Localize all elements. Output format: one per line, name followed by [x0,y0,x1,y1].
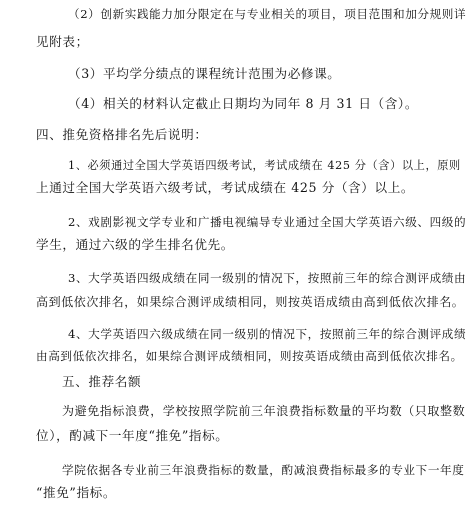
paragraph-line-3: （3）平均学分绩点的课程统计范围为必修课。 [68,66,341,81]
paragraph-line-7: 2、戏剧影视文学专业和广播电视编导专业通过全国大学英语六级、四级的 [68,215,467,229]
paragraph-line-12: 由高到低依次排名，如果综合测评成绩相同，则按英语成绩由高到低依次排名。 [36,349,463,363]
paragraph-line-2: 见附表； [36,34,89,49]
paragraph-line-15: 学院依据各专业前三年浪费指标的数量，酌减浪费指标最多的专业下一年度 [62,463,465,477]
paragraph-line-11: 4、大学英语四六级成绩在同一级别的情况下，按照前三年的综合测评成绩 [68,327,467,341]
paragraph-line-16: “推免”指标。 [36,485,117,500]
paragraph-line-6: 上通过全国大学英语六级考试，考试成绩在 425 分（含）以上。 [36,180,415,195]
paragraph-line-4: （4）相关的材料认定截止日期均为同年 8 月 31 日（含）。 [68,96,419,111]
paragraph-line-9: 3、大学英语四级成绩在同一级别的情况下，按照前三年的综合测评成绩由 [68,271,467,285]
paragraph-line-10: 高到低依次排名，如果综合测评成绩相同，则按英语成绩由高到低依次排名。 [36,295,465,309]
section-heading-4: 四、推免资格排名先后说明： [36,127,208,142]
paragraph-line-8: 学生，通过六级的学生排名优先。 [36,237,234,252]
paragraph-line-1: （2）创新实践能力加分限定在与专业相关的项目，项目范围和加分规则详 [68,7,467,21]
section-heading-5: 五、推荐名额 [62,374,142,389]
paragraph-line-14: 位），酌减下一年度“推免”指标。 [36,428,229,443]
paragraph-line-5: 1、必须通过全国大学英语四级考试，考试成绩在 425 分（含）以上，原则 [68,159,461,172]
paragraph-line-13: 为避免指标浪费，学校按照学院前三年浪费指标数量的平均数（只取整数 [62,404,466,418]
